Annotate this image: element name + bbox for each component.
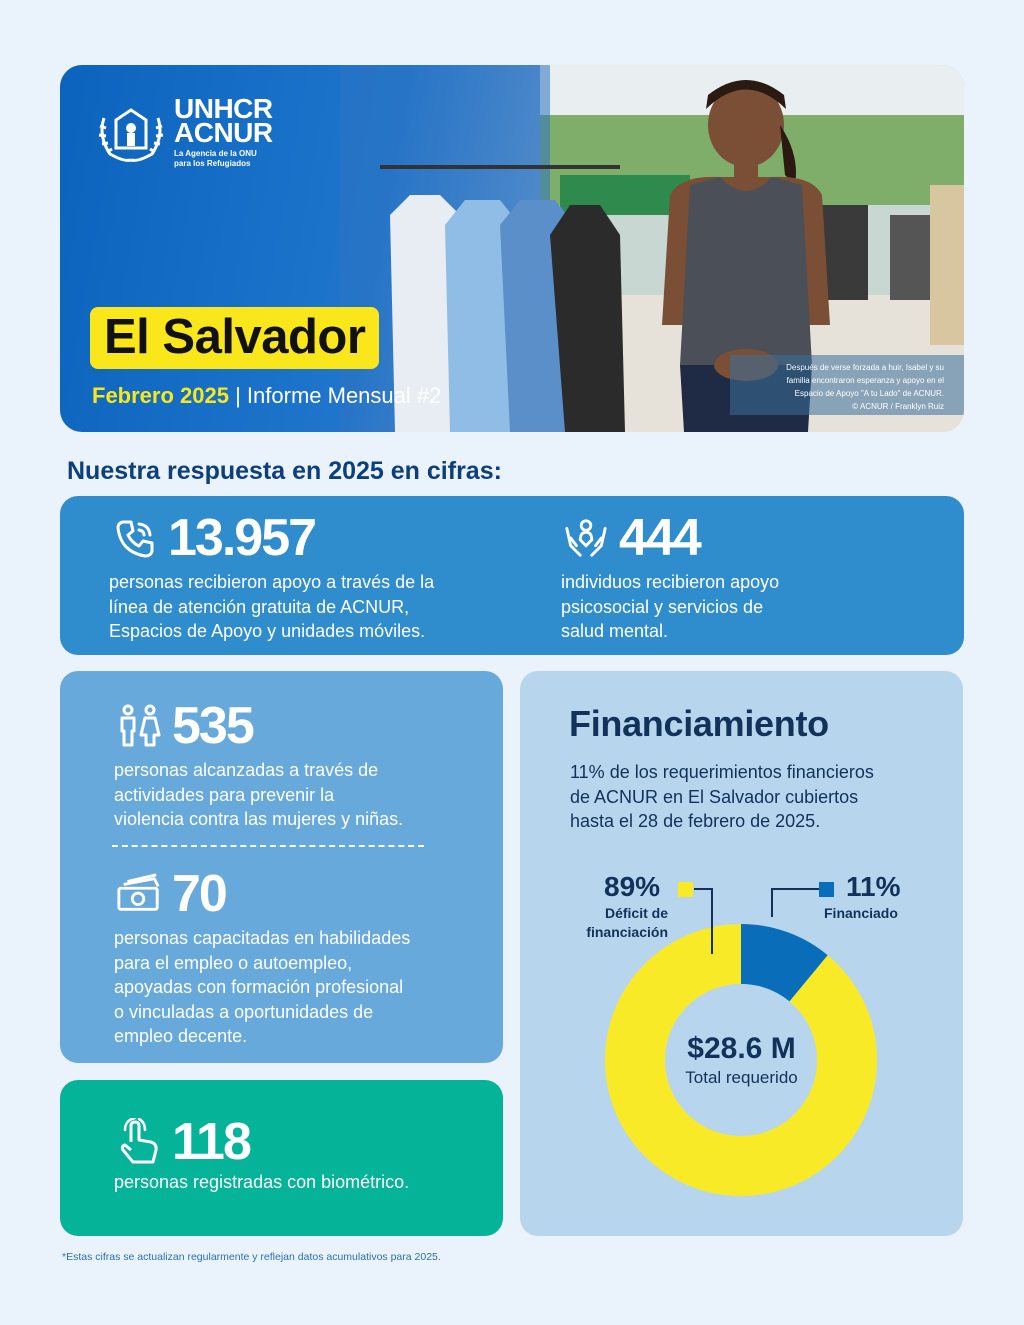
deficit-legend-swatch bbox=[678, 882, 693, 897]
stat-desc-line: empleo decente. bbox=[114, 1026, 248, 1046]
stat-desc-line: personas registradas con biométrico. bbox=[114, 1172, 410, 1192]
stat-hotline bbox=[109, 509, 435, 644]
man-woman-icon bbox=[116, 703, 162, 749]
report-name: Informe Mensual #2 bbox=[246, 383, 442, 408]
touch-finger-icon bbox=[116, 1119, 162, 1165]
funding-desc-line: 11% de los requerimientos financieros bbox=[570, 762, 874, 782]
stat-desc-line: personas recibieron apoyo a través de la bbox=[109, 572, 435, 592]
report-date: Febrero 2025 bbox=[92, 383, 229, 408]
subtitle-separator: | bbox=[228, 383, 247, 408]
funded-leader-line bbox=[772, 889, 820, 917]
stat-desc-line: personas alcanzadas a través de bbox=[114, 760, 379, 780]
stat-value: 118 bbox=[172, 1113, 250, 1171]
stat-desc-line: para el empleo o autoempleo, bbox=[114, 952, 353, 973]
stat-value: 70 bbox=[172, 865, 226, 923]
deficit-label-line: Déficit de bbox=[604, 905, 668, 921]
photo-credit: © ACNUR / Franklyn Ruiz bbox=[852, 402, 944, 411]
funding-total-amount: $28.6 M bbox=[687, 1032, 796, 1065]
stat-desc-line: violencia contra las mujeres y niñas. bbox=[114, 809, 404, 829]
stat-desc-line: salud mental. bbox=[561, 621, 669, 641]
photo-caption bbox=[734, 361, 944, 413]
laurel-logo-icon bbox=[94, 102, 168, 164]
funding-desc-line: de ACNUR en El Salvador cubiertos bbox=[570, 786, 859, 807]
funded-legend-swatch bbox=[819, 882, 834, 897]
unhcr-logo bbox=[94, 93, 273, 169]
stat-desc-line: personas capacitadas en habilidades bbox=[114, 928, 411, 948]
stat-value: 444 bbox=[619, 509, 700, 567]
section-title: Nuestra respuesta en 2025 en cifras: bbox=[67, 457, 502, 485]
stat-desc-line: actividades para prevenir la bbox=[114, 784, 335, 805]
stat-desc-line: psicosocial y servicios de bbox=[561, 596, 764, 617]
money-icon bbox=[116, 871, 162, 917]
country-title: El Salvador bbox=[90, 307, 379, 369]
logo-acnur: ACNUR bbox=[174, 117, 273, 148]
funded-percent: 11% bbox=[846, 871, 901, 902]
stat-value: 13.957 bbox=[168, 509, 316, 567]
logo-tagline-1: La Agencia de la ONU bbox=[174, 149, 257, 158]
footnote: *Estas cifras se actualizan regularmente y reflejan datos acumulativos para 2025. bbox=[62, 1251, 441, 1263]
phone-call-icon bbox=[112, 515, 158, 561]
stat-gbv bbox=[114, 697, 404, 832]
deficit-label-line: financiación bbox=[586, 924, 668, 940]
hero-banner bbox=[60, 65, 964, 432]
deficit-percent: 89% bbox=[604, 871, 661, 902]
dashed-divider bbox=[112, 845, 424, 847]
funding-total-label: Total requerido bbox=[685, 1068, 798, 1087]
funding-donut-chart bbox=[520, 671, 963, 1236]
stat-desc-line: o vinculadas a oportunidades de bbox=[114, 1001, 374, 1022]
deficit-label bbox=[570, 904, 668, 942]
report-subtitle bbox=[92, 383, 441, 409]
funding-title: Financiamiento bbox=[569, 703, 829, 744]
stat-biometric bbox=[114, 1113, 410, 1195]
funding-desc-line: hasta el 28 de febrero de 2025. bbox=[570, 811, 821, 831]
stat-desc-line: Espacios de Apoyo y unidades móviles. bbox=[109, 621, 426, 641]
hands-heart-icon bbox=[563, 515, 609, 561]
funded-label: Financiado bbox=[824, 905, 898, 921]
caption-line: familia encontraron esperanza y apoyo en el bbox=[786, 376, 944, 385]
stat-desc-line: individuos recibieron apoyo bbox=[561, 572, 780, 592]
logo-unhcr: UNHCR bbox=[174, 93, 273, 124]
stat-value: 535 bbox=[172, 697, 253, 755]
stat-psychosocial bbox=[561, 509, 780, 644]
caption-line: Espacio de Apoyo "A tu Lado" de ACNUR. bbox=[794, 389, 944, 398]
stat-desc-line: apoyadas con formación profesional bbox=[114, 977, 404, 997]
logo-tagline-2: para los Refugiados bbox=[174, 159, 251, 168]
caption-line: Después de verse forzada a huir, Isabel y su bbox=[786, 363, 944, 372]
stat-livelihoods bbox=[114, 865, 411, 1049]
stat-desc-line: línea de atención gratuita de ACNUR, bbox=[109, 596, 410, 617]
